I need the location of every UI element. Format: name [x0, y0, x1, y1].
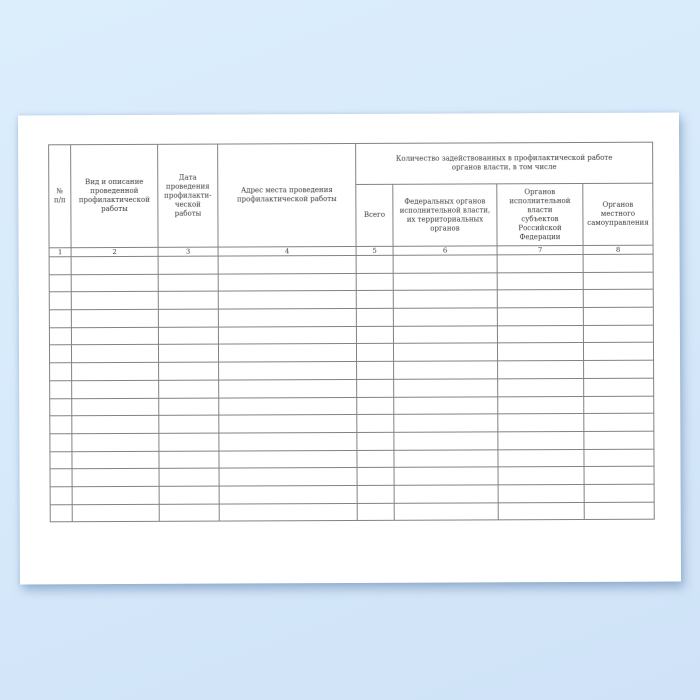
empty-cell — [49, 345, 71, 363]
document-page — [18, 113, 681, 585]
empty-cell — [50, 504, 72, 522]
empty-cell — [498, 502, 584, 520]
column-number-cell: 3 — [158, 247, 218, 256]
empty-cell — [72, 433, 159, 451]
empty-cell — [584, 413, 654, 431]
empty-cell — [357, 450, 394, 468]
empty-cell — [72, 486, 159, 504]
empty-cell — [356, 273, 393, 291]
column-number-cell: 7 — [497, 245, 583, 254]
col-header-total: Всего — [356, 184, 393, 246]
empty-cell — [159, 433, 219, 451]
empty-cell — [583, 254, 653, 272]
empty-cell — [72, 362, 159, 380]
empty-cell — [218, 273, 356, 291]
empty-cell — [49, 310, 71, 328]
empty-cell — [583, 343, 653, 361]
empty-cell — [393, 326, 497, 344]
empty-cell — [50, 363, 72, 381]
empty-cell — [356, 291, 393, 309]
empty-cell — [356, 344, 393, 362]
empty-cell — [72, 504, 159, 522]
empty-cell — [357, 361, 394, 379]
empty-cell — [356, 308, 393, 326]
empty-cell — [72, 416, 159, 434]
col-header-work-type: Вид и описание проведенной профилактической работы — [71, 144, 158, 247]
empty-cell — [497, 308, 583, 326]
column-number-cell: 4 — [218, 246, 356, 256]
prevention-work-log-table — [48, 142, 655, 523]
empty-cell — [49, 274, 71, 292]
empty-cell — [583, 325, 653, 343]
empty-cell — [583, 272, 653, 290]
empty-cell — [394, 449, 498, 467]
empty-cell — [498, 467, 584, 485]
empty-cell — [497, 343, 583, 361]
empty-cell — [584, 431, 654, 449]
empty-cell — [584, 502, 654, 520]
empty-cell — [49, 292, 71, 310]
empty-cell — [158, 274, 218, 292]
empty-cell — [159, 468, 219, 486]
empty-cell — [50, 451, 72, 469]
empty-cell — [219, 485, 357, 503]
column-number-cell: 2 — [71, 247, 158, 256]
empty-cell — [584, 449, 654, 467]
empty-cell — [357, 379, 394, 397]
group-header-authorities: Количество задействованных в профилактической работе органов власти, в том числе — [356, 142, 653, 184]
empty-cell — [394, 396, 498, 414]
empty-cell — [71, 345, 158, 363]
empty-cell — [497, 272, 583, 290]
empty-cell — [394, 467, 498, 485]
empty-cell — [357, 485, 394, 503]
empty-cell — [159, 504, 219, 522]
empty-cell — [394, 432, 498, 450]
empty-cell — [584, 484, 654, 502]
empty-cell — [394, 502, 498, 520]
column-number-cell: 8 — [583, 245, 653, 254]
empty-cell — [159, 398, 219, 416]
empty-cell — [497, 254, 583, 272]
empty-cell — [498, 396, 584, 414]
empty-cell — [50, 469, 72, 487]
empty-cell — [498, 361, 584, 379]
table-body — [49, 254, 654, 522]
empty-cell — [50, 398, 72, 416]
empty-cell — [219, 415, 357, 433]
empty-cell — [357, 397, 394, 415]
empty-cell — [357, 468, 394, 486]
empty-cell — [159, 451, 219, 469]
header-row-top — [49, 142, 653, 186]
empty-cell — [71, 292, 158, 310]
empty-cell — [584, 396, 654, 414]
empty-cell — [498, 414, 584, 432]
empty-cell — [583, 307, 653, 325]
empty-cell — [497, 325, 583, 343]
empty-cell — [49, 257, 71, 275]
empty-cell — [393, 255, 497, 273]
empty-cell — [498, 449, 584, 467]
empty-cell — [219, 468, 357, 486]
empty-cell — [50, 487, 72, 505]
empty-cell — [50, 381, 72, 399]
empty-cell — [393, 343, 497, 361]
empty-cell — [498, 378, 584, 396]
empty-cell — [219, 397, 357, 415]
empty-cell — [219, 450, 357, 468]
empty-row — [50, 502, 654, 522]
empty-cell — [159, 380, 219, 398]
empty-cell — [71, 274, 158, 292]
empty-cell — [394, 361, 498, 379]
empty-cell — [584, 466, 654, 484]
empty-cell — [498, 431, 584, 449]
empty-cell — [218, 309, 356, 327]
empty-cell — [49, 327, 71, 345]
column-number-cell: 5 — [356, 246, 393, 255]
column-number-cell: 6 — [393, 246, 497, 255]
empty-cell — [50, 416, 72, 434]
col-header-date: Дата проведения профилакти- ческой работы — [158, 144, 218, 247]
empty-cell — [158, 256, 218, 274]
empty-cell — [393, 273, 497, 291]
empty-cell — [357, 414, 394, 432]
empty-cell — [219, 503, 357, 521]
empty-cell — [584, 378, 654, 396]
empty-cell — [394, 414, 498, 432]
empty-cell — [158, 291, 218, 309]
empty-cell — [356, 326, 393, 344]
empty-cell — [50, 434, 72, 452]
empty-cell — [158, 309, 218, 327]
empty-cell — [158, 345, 218, 363]
empty-cell — [218, 255, 356, 273]
empty-cell — [218, 344, 356, 362]
empty-cell — [158, 327, 218, 345]
empty-cell — [219, 432, 357, 450]
empty-cell — [71, 327, 158, 345]
empty-cell — [394, 485, 498, 503]
empty-cell — [357, 432, 394, 450]
col-header-regional-bodies: Органов исполнительной власти субъектов Российской Федерации — [497, 183, 583, 245]
empty-cell — [393, 308, 497, 326]
empty-cell — [219, 379, 357, 397]
empty-cell — [584, 360, 654, 378]
empty-cell — [393, 290, 497, 308]
empty-cell — [71, 256, 158, 274]
empty-cell — [357, 503, 394, 521]
column-number-cell: 1 — [49, 248, 71, 257]
empty-cell — [159, 415, 219, 433]
empty-cell — [71, 309, 158, 327]
empty-cell — [72, 398, 159, 416]
empty-cell — [159, 362, 219, 380]
empty-cell — [218, 291, 356, 309]
empty-cell — [394, 379, 498, 397]
empty-cell — [356, 255, 393, 273]
col-header-address: Адрес места проведения профилактической работы — [218, 143, 356, 247]
empty-cell — [72, 451, 159, 469]
empty-cell — [72, 380, 159, 398]
col-header-number: № п/п — [49, 145, 71, 248]
empty-cell — [497, 290, 583, 308]
empty-cell — [498, 484, 584, 502]
empty-cell — [159, 486, 219, 504]
col-header-federal-bodies: Федеральных органов исполнительной власти, их территориальных органов — [393, 184, 497, 246]
empty-cell — [218, 326, 356, 344]
empty-cell — [72, 469, 159, 487]
table-header — [49, 142, 654, 257]
col-header-municipal-bodies: Органов местного самоуправления — [583, 183, 653, 245]
empty-cell — [219, 362, 357, 380]
empty-cell — [583, 290, 653, 308]
